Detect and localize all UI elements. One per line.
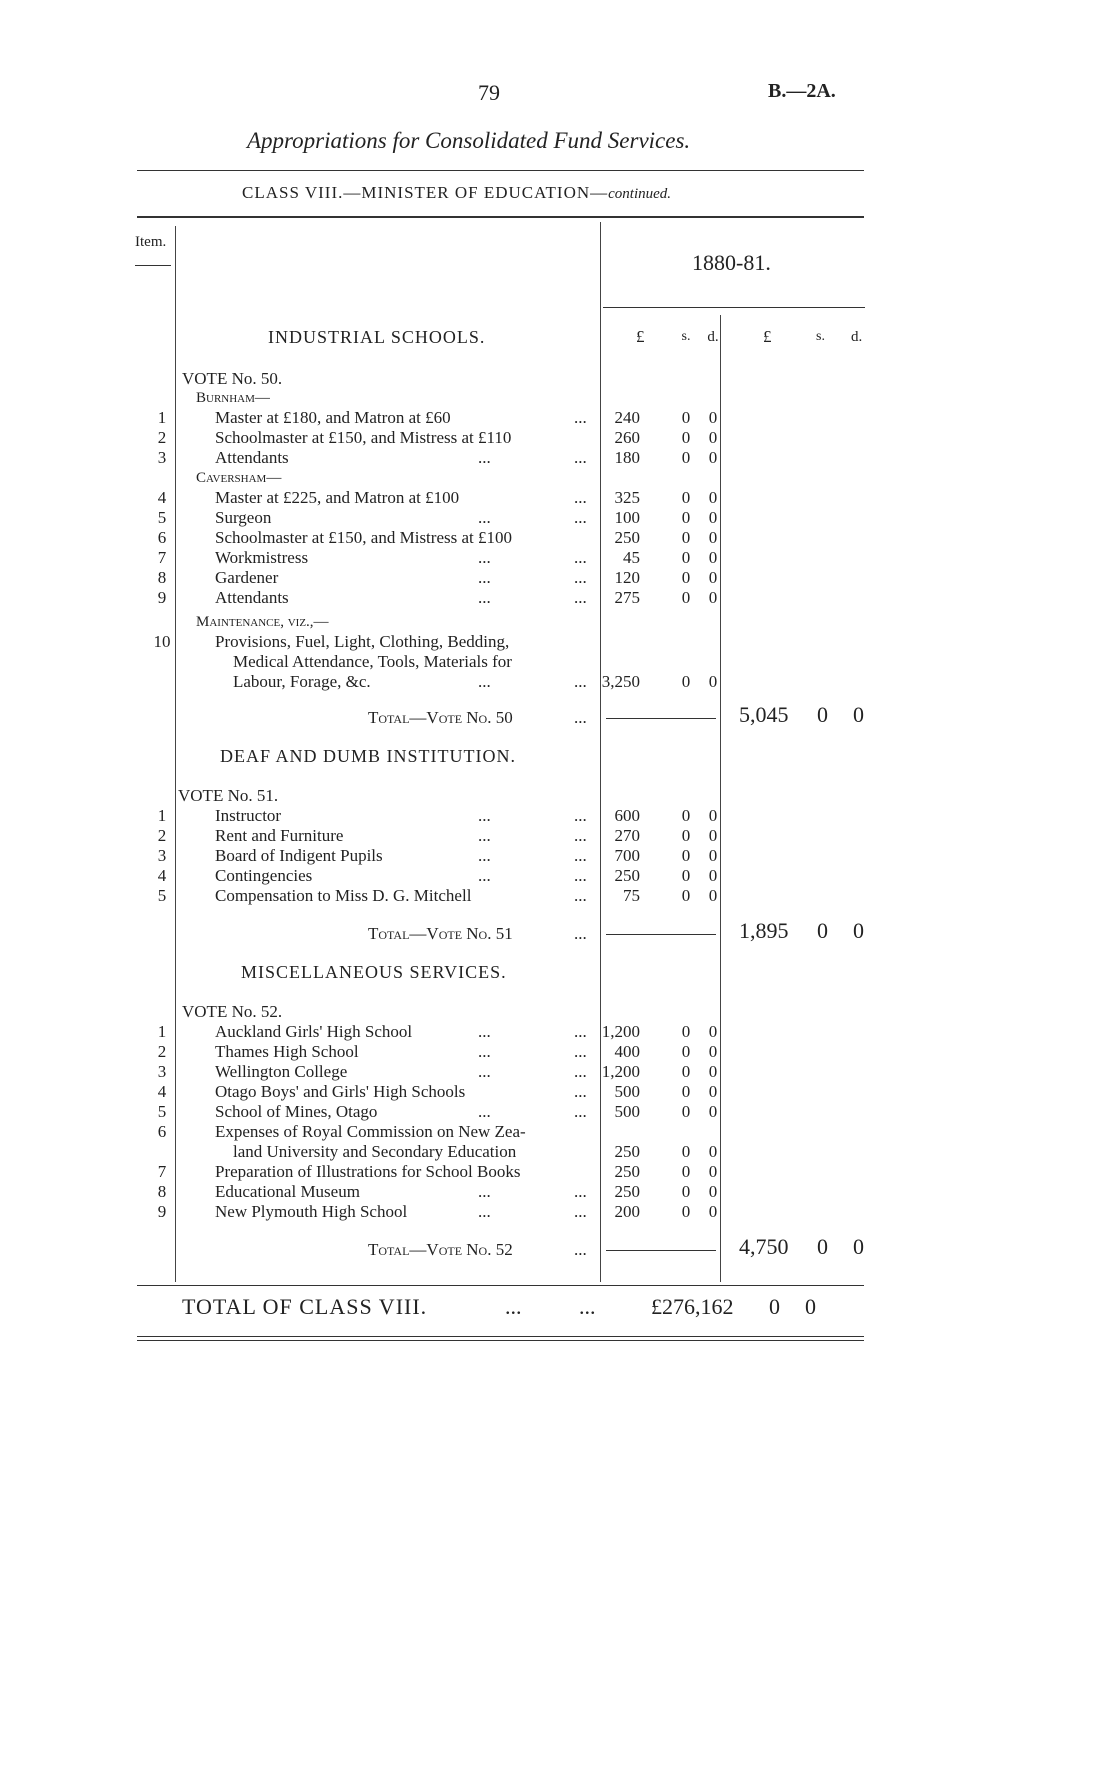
item-shillings: 0 — [681, 568, 691, 587]
table-row — [0, 1182, 1114, 1202]
vote-52-subtotal-rule — [606, 1250, 716, 1251]
vote-52-total-pence: 0 — [853, 1234, 864, 1259]
item-pounds: 100 — [614, 508, 640, 527]
item-pence: 0 — [708, 1042, 718, 1061]
vote-51-title: VOTE No. 51. — [178, 786, 279, 805]
item-number: 10 — [153, 632, 171, 651]
item-shillings: 0 — [681, 1182, 691, 1201]
table-row — [0, 1062, 1114, 1082]
item-label: Expenses of Royal Commission on New Zea- — [215, 1122, 526, 1141]
vote-52-total-label: Total—Vote No. 52 — [368, 1240, 513, 1259]
table-row — [0, 448, 1114, 468]
item-shillings: 0 — [681, 886, 691, 905]
class-title-continued: continued. — [608, 186, 672, 202]
item-pounds: 500 — [614, 1082, 640, 1101]
item-number: 2 — [157, 826, 167, 845]
item-pence: 0 — [708, 806, 718, 825]
item-shillings: 0 — [681, 1082, 691, 1101]
table-row-continuation — [0, 652, 1114, 672]
item-shillings: 0 — [681, 588, 691, 607]
leader-dots: ... — [574, 1182, 587, 1201]
item-number: 1 — [157, 1022, 167, 1041]
item-label: Preparation of Illustrations for School Books — [215, 1162, 521, 1181]
grand-total-bottom-rule-2 — [137, 1340, 864, 1341]
item-number: 2 — [157, 428, 167, 447]
item-number: 1 — [157, 408, 167, 427]
table-row — [0, 1122, 1114, 1142]
page-title: Appropriations for Consolidated Fund Services. — [247, 128, 691, 153]
item-pence: 0 — [708, 846, 718, 865]
item-pounds: 250 — [614, 1162, 640, 1181]
item-pounds: 240 — [614, 408, 640, 427]
leader-dots: ... — [574, 866, 587, 885]
item-number: 1 — [157, 806, 167, 825]
pounds-header-left: £ — [636, 327, 645, 346]
item-label: New Plymouth High School — [215, 1202, 408, 1221]
item-pounds: 180 — [614, 448, 640, 467]
leader-dots: ... — [505, 1294, 522, 1319]
table-row — [0, 1042, 1114, 1062]
item-shillings: 0 — [681, 1142, 691, 1161]
item-number: 8 — [157, 1182, 167, 1201]
leader-dots: ... — [574, 408, 587, 427]
vote-52-total-shillings: 0 — [817, 1234, 828, 1259]
grand-total-row — [0, 1294, 1114, 1324]
item-shillings: 0 — [681, 1022, 691, 1041]
item-pounds: 75 — [623, 886, 640, 905]
item-number: 3 — [157, 846, 167, 865]
vote-51-total-row — [0, 918, 1114, 944]
shillings-header-right: s. — [816, 329, 825, 344]
item-number: 9 — [157, 588, 167, 607]
item-shillings: 0 — [681, 826, 691, 845]
leader-dots: ... — [574, 568, 587, 587]
maintenance-heading-row — [0, 612, 1114, 632]
grand-total-pounds: £276,162 — [651, 1294, 734, 1319]
leader-dots: ... — [574, 924, 587, 943]
item-label: Attendants — [215, 588, 289, 607]
item-number: 6 — [157, 1122, 167, 1141]
item-header-rule — [135, 265, 171, 266]
item-label: Attendants — [215, 448, 289, 467]
item-label: Instructor — [215, 806, 282, 825]
item-label: Schoolmaster at £150, and Mistress at £100 — [215, 528, 512, 547]
leader-dots: ... — [574, 806, 587, 825]
item-label: School of Mines, Otago — [215, 1102, 378, 1121]
item-shillings: 0 — [681, 1042, 691, 1061]
item-shillings: 0 — [681, 508, 691, 527]
item-pence: 0 — [708, 1022, 718, 1041]
item-pence: 0 — [708, 408, 718, 427]
leader-dots: ... — [574, 846, 587, 865]
item-pence: 0 — [708, 826, 718, 845]
pounds-header-right: £ — [763, 327, 772, 346]
table-row — [0, 826, 1114, 846]
leader-dots: ... — [478, 846, 491, 865]
item-shillings: 0 — [681, 488, 691, 507]
deaf-heading-row — [0, 746, 1114, 766]
table-row-continuation — [0, 1142, 1114, 1162]
vote-50-title: VOTE No. 50. — [182, 369, 283, 388]
item-label: Master at £225, and Matron at £100 — [215, 488, 460, 507]
item-pounds: 250 — [614, 528, 640, 547]
table-row — [0, 1162, 1114, 1182]
item-pence: 0 — [708, 448, 718, 467]
item-pence: 0 — [708, 568, 718, 587]
item-label: Thames High School — [215, 1042, 359, 1061]
item-pence: 0 — [708, 1202, 718, 1221]
grand-total-shillings: 0 — [769, 1294, 780, 1319]
item-column-header: Item. — [135, 234, 167, 250]
item-pounds: 1,200 — [601, 1062, 640, 1081]
item-label: Gardener — [215, 568, 279, 587]
class-title-text: CLASS VIII.—MINISTER OF EDUCATION— — [242, 183, 609, 202]
table-top-rule — [137, 216, 864, 218]
vote-50-total-pounds: 5,045 — [739, 702, 789, 727]
item-pence: 0 — [708, 866, 718, 885]
year-header: 1880-81. — [692, 250, 771, 275]
item-number: 5 — [157, 1102, 167, 1121]
item-label: Otago Boys' and Girls' High Schools — [215, 1082, 466, 1101]
item-number: 4 — [157, 488, 167, 507]
vote-52-total-row — [0, 1234, 1114, 1260]
item-label: Master at £180, and Matron at £60 — [215, 408, 451, 427]
leader-dots: ... — [478, 448, 491, 467]
item-pounds: 250 — [614, 1142, 640, 1161]
table-row — [0, 846, 1114, 866]
leader-dots: ... — [574, 708, 587, 727]
item-shillings: 0 — [681, 1102, 691, 1121]
vote-50-subtotal-rule — [606, 718, 716, 719]
table-row — [0, 806, 1114, 826]
item-pence: 0 — [708, 672, 718, 691]
leader-dots: ... — [574, 1062, 587, 1081]
table-row — [0, 488, 1114, 508]
item-pounds: 250 — [614, 866, 640, 885]
vote-52-title: VOTE No. 52. — [182, 1002, 283, 1021]
leader-dots: ... — [478, 1022, 491, 1041]
pence-header-left: d. — [707, 329, 719, 345]
table-row — [0, 886, 1114, 906]
table-row — [0, 632, 1114, 652]
shillings-header-left: s. — [681, 329, 691, 344]
vote-51-subtotal-rule — [606, 934, 716, 935]
vote-50-total-row — [0, 702, 1114, 728]
pence-header-right: d. — [851, 329, 863, 345]
maintenance-heading: Maintenance, viz.,— — [196, 614, 329, 630]
vote-51-total-label: Total—Vote No. 51 — [368, 924, 513, 943]
leader-dots: ... — [574, 1042, 587, 1061]
item-number: 5 — [157, 886, 167, 905]
leader-dots: ... — [574, 672, 587, 691]
item-number: 9 — [157, 1202, 167, 1221]
item-number: 4 — [157, 866, 167, 885]
item-pence: 0 — [708, 1162, 718, 1181]
vote-51-total-pounds: 1,895 — [739, 918, 789, 943]
item-label: Auckland Girls' High School — [215, 1022, 413, 1041]
item-pence: 0 — [708, 588, 718, 607]
item-pounds: 325 — [614, 488, 640, 507]
item-label: land University and Secondary Education — [233, 1142, 517, 1161]
item-shillings: 0 — [681, 846, 691, 865]
table-row-continuation — [0, 672, 1114, 692]
item-number: 4 — [157, 1082, 167, 1101]
item-label: Workmistress — [215, 548, 309, 567]
vote-50-total-label: Total—Vote No. 50 — [368, 708, 513, 727]
item-pounds: 250 — [614, 1182, 640, 1201]
item-number: 8 — [157, 568, 167, 587]
leader-dots: ... — [574, 1022, 587, 1041]
document-reference: B.—2A. — [768, 80, 836, 102]
table-row — [0, 428, 1114, 448]
table-row — [0, 1102, 1114, 1122]
item-shillings: 0 — [681, 806, 691, 825]
item-label: Labour, Forage, &c. — [233, 672, 371, 691]
vote-50-total-shillings: 0 — [817, 702, 828, 727]
deaf-dumb-heading: DEAF AND DUMB INSTITUTION. — [220, 746, 516, 766]
leader-dots: ... — [478, 826, 491, 845]
item-number: 3 — [157, 448, 167, 467]
table-row — [0, 508, 1114, 528]
item-label: Provisions, Fuel, Light, Clothing, Bedding, — [215, 632, 510, 651]
vote-52-heading-row — [0, 1002, 1114, 1022]
leader-dots: ... — [478, 568, 491, 587]
grand-total-label: TOTAL OF CLASS VIII. — [182, 1294, 428, 1319]
item-pounds: 700 — [614, 846, 640, 865]
table-row — [0, 866, 1114, 886]
item-label: Contingencies — [215, 866, 313, 885]
leader-dots: ... — [574, 508, 587, 527]
leader-dots: ... — [478, 1042, 491, 1061]
item-pounds: 260 — [614, 428, 640, 447]
leader-dots: ... — [574, 1102, 587, 1121]
table-row — [0, 408, 1114, 428]
item-shillings: 0 — [681, 428, 691, 447]
item-label: Medical Attendance, Tools, Materials for — [233, 652, 512, 671]
item-label: Wellington College — [215, 1062, 348, 1081]
leader-dots: ... — [574, 1082, 587, 1101]
vote-52-total-pounds: 4,750 — [739, 1234, 789, 1259]
item-shillings: 0 — [681, 1062, 691, 1081]
leader-dots: ... — [574, 548, 587, 567]
item-pounds: 120 — [614, 568, 640, 587]
item-shillings: 0 — [681, 672, 691, 691]
page-number: 79 — [478, 80, 500, 105]
vote-50-heading-row — [0, 369, 1114, 389]
misc-heading-row — [0, 962, 1114, 982]
item-pence: 0 — [708, 548, 718, 567]
leader-dots: ... — [478, 1062, 491, 1081]
leader-dots: ... — [478, 1202, 491, 1221]
item-pence: 0 — [708, 428, 718, 447]
table-row — [0, 568, 1114, 588]
item-pounds: 45 — [623, 548, 640, 567]
item-number: 7 — [157, 1162, 167, 1181]
item-shillings: 0 — [681, 548, 691, 567]
table-row — [0, 1202, 1114, 1222]
item-number: 6 — [157, 528, 167, 547]
leader-dots: ... — [478, 1182, 491, 1201]
item-pounds: 270 — [614, 826, 640, 845]
item-pounds: 1,200 — [601, 1022, 640, 1041]
table-row — [0, 1082, 1114, 1102]
item-number: 2 — [157, 1042, 167, 1061]
caversham-heading: Caversham— — [196, 470, 282, 486]
item-pence: 0 — [708, 1082, 718, 1101]
item-number: 5 — [157, 508, 167, 527]
industrial-schools-heading: INDUSTRIAL SCHOOLS. — [268, 327, 486, 347]
leader-dots: ... — [478, 806, 491, 825]
leader-dots: ... — [574, 448, 587, 467]
vote-50-total-pence: 0 — [853, 702, 864, 727]
grand-total-top-rule — [137, 1285, 864, 1286]
leader-dots: ... — [574, 588, 587, 607]
leader-dots: ... — [574, 826, 587, 845]
item-pounds: 400 — [614, 1042, 640, 1061]
year-header-rule — [603, 307, 865, 308]
leader-dots: ... — [478, 588, 491, 607]
burnham-heading: Burnham— — [196, 390, 270, 406]
item-pence: 0 — [708, 1062, 718, 1081]
caversham-heading-row — [0, 468, 1114, 488]
leader-dots: ... — [579, 1294, 596, 1319]
item-pence: 0 — [708, 528, 718, 547]
leader-dots: ... — [478, 548, 491, 567]
item-pounds: 3,250 — [601, 672, 640, 691]
grand-total-pence: 0 — [805, 1294, 816, 1319]
item-label: Surgeon — [215, 508, 272, 527]
item-pence: 0 — [708, 1102, 718, 1121]
item-label: Compensation to Miss D. G. Mitchell — [215, 886, 472, 905]
burnham-heading-row — [0, 388, 1114, 408]
currency-header-row — [0, 327, 1114, 347]
vote-51-total-pence: 0 — [853, 918, 864, 943]
leader-dots: ... — [478, 866, 491, 885]
class-title — [242, 183, 671, 203]
item-shillings: 0 — [681, 528, 691, 547]
item-label: Schoolmaster at £150, and Mistress at £110 — [215, 428, 512, 447]
leader-dots: ... — [478, 672, 491, 691]
vote-51-total-shillings: 0 — [817, 918, 828, 943]
item-pounds: 600 — [614, 806, 640, 825]
grand-total-bottom-rule — [137, 1336, 864, 1337]
table-row — [0, 588, 1114, 608]
item-pounds: 500 — [614, 1102, 640, 1121]
title-rule — [137, 170, 864, 171]
item-shillings: 0 — [681, 866, 691, 885]
leader-dots: ... — [574, 1240, 587, 1259]
item-number: 3 — [157, 1062, 167, 1081]
item-pounds: 275 — [614, 588, 640, 607]
leader-dots: ... — [574, 886, 587, 905]
leader-dots: ... — [574, 1202, 587, 1221]
table-row — [0, 548, 1114, 568]
table-row — [0, 1022, 1114, 1042]
misc-services-heading: MISCELLANEOUS SERVICES. — [241, 962, 507, 982]
item-pounds: 200 — [614, 1202, 640, 1221]
item-pence: 0 — [708, 1142, 718, 1161]
item-label: Rent and Furniture — [215, 826, 344, 845]
item-shillings: 0 — [681, 1202, 691, 1221]
item-label: Board of Indigent Pupils — [215, 846, 383, 865]
table-row — [0, 528, 1114, 548]
item-pence: 0 — [708, 508, 718, 527]
item-shillings: 0 — [681, 1162, 691, 1181]
item-shillings: 0 — [681, 448, 691, 467]
item-pence: 0 — [708, 1182, 718, 1201]
item-number: 7 — [157, 548, 167, 567]
item-shillings: 0 — [681, 408, 691, 427]
item-pence: 0 — [708, 488, 718, 507]
leader-dots: ... — [478, 1102, 491, 1121]
leader-dots: ... — [478, 508, 491, 527]
vote-51-heading-row — [0, 786, 1114, 806]
item-label: Educational Museum — [215, 1182, 360, 1201]
item-pence: 0 — [708, 886, 718, 905]
leader-dots: ... — [574, 488, 587, 507]
